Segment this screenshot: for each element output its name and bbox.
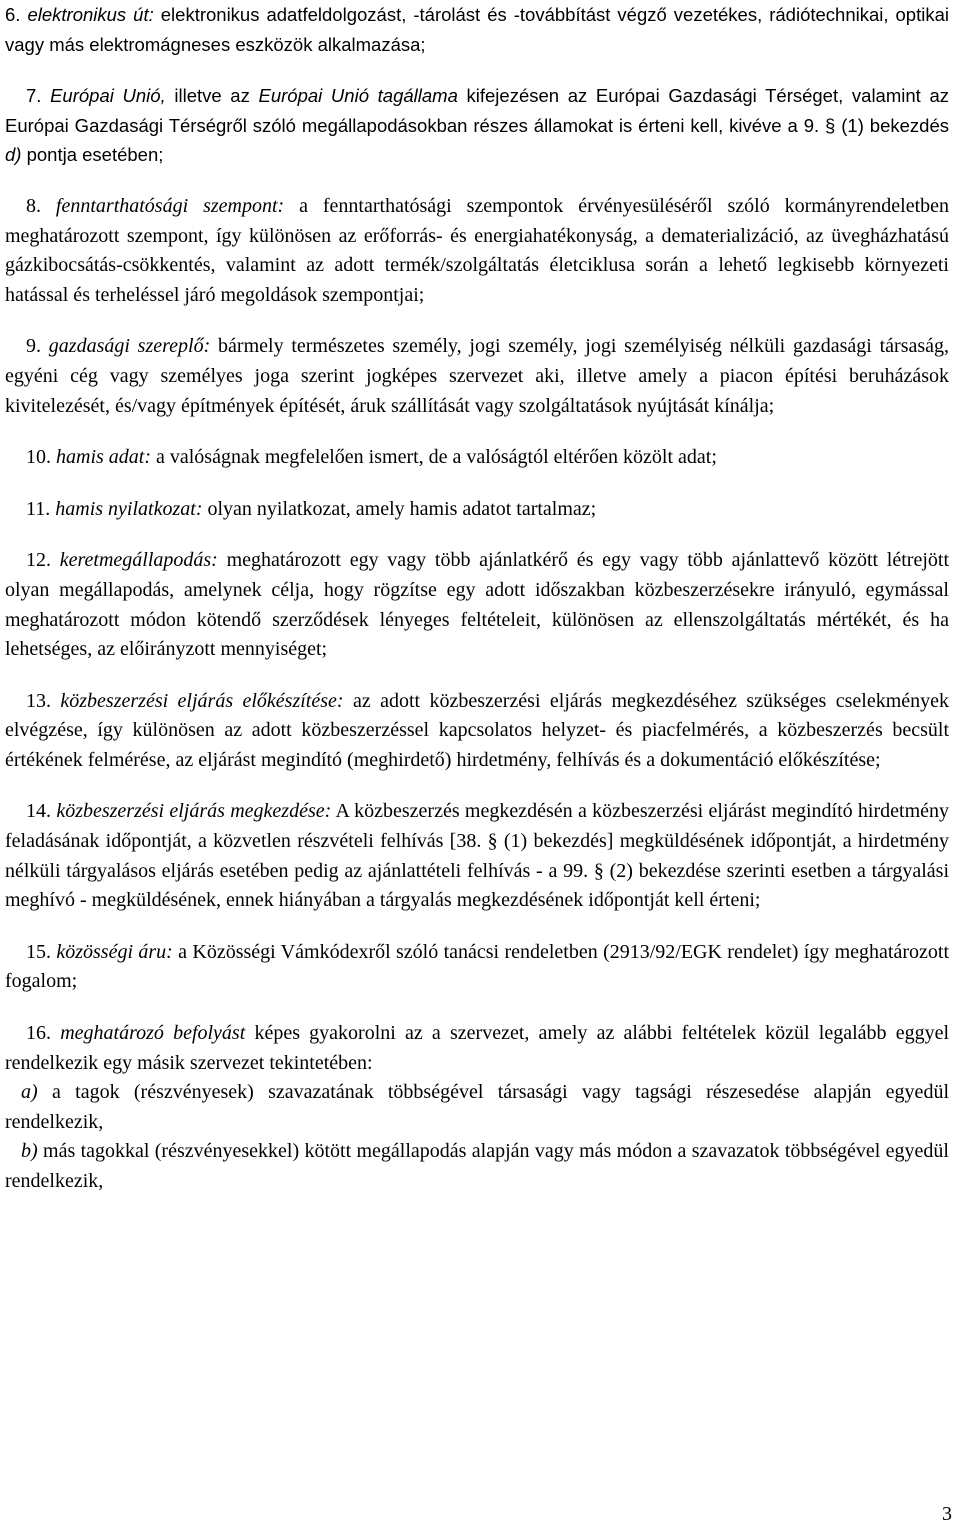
definition-text: a Közösségi Vámkódexről szóló tanácsi rendeletben (2913/92/EGK rendelet) így meghatározott fogalom;: [5, 940, 950, 993]
definition-term: közbeszerzési eljárás előkészítése:: [60, 689, 344, 712]
subitem-text: a tagok (részvényesek) szavazatának többségével társasági vagy tagsági részesedése alapján egyedül rendelkezik,: [5, 1081, 949, 1133]
definition-number: 16.: [26, 1022, 51, 1045]
definition-text: kifejezésen az Európai Gazdasági Térséget, valamint az Európai Gazdasági Térségről szóló megállapodásokban részes államokat is érteni kell, kivéve a 9. § (1) bekezdés: [5, 85, 949, 136]
point-reference: d): [5, 144, 22, 166]
definition-7: [5, 81, 949, 170]
definition-text: meghatározott egy vagy több ajánlatkérő és egy vagy több ajánlattevő között létrejött olyan megállapodás, amelynek célja, hogy rögzítse egy adott időszakban közbeszerzésekre irányuló, egymással meghatározott módon kötendő szerződések lényeges feltételeit, különösen az ellenszolgáltatás mértékét, és ha lehetséges, az előirányzott mennyiséget;: [5, 549, 950, 661]
definition-term: közbeszerzési eljárás megkezdése:: [56, 800, 332, 823]
subitem-text: más tagokkal (részvényesekkel) kötött megállapodás alapján vagy más módon a szavazatok többségével egyedül rendelkezik,: [5, 1140, 949, 1192]
definition-number: 12.: [26, 549, 51, 572]
definition-8: [5, 192, 949, 310]
definition-number: 10.: [26, 446, 51, 469]
definition-text: a valóságnak megfelelően ismert, de a valóságtól eltérően közölt adat;: [151, 446, 717, 469]
definition-6: [5, 0, 949, 59]
definition-term: meghatározó befolyást: [60, 1022, 246, 1045]
definition-text: az adott közbeszerzési eljárás megkezdéséhez szükséges cselekmények elvégzése, így különösen az adott közbeszerzéssel kapcsolatos helyzet- és piacfelmérés, a közbeszerzés becsült értékének felmérése, az eljárást megindító (meghirdető) hirdetmény, felhívás és a dokumentáció előkészítése;: [5, 689, 950, 771]
definition-number: 13.: [26, 689, 51, 712]
definition-number: 11.: [26, 497, 51, 520]
definition-term: Európai Unió tagállama: [258, 85, 458, 107]
definition-14: [5, 797, 949, 915]
definition-11: [5, 495, 949, 525]
definition-term: fenntarthatósági szempont:: [55, 194, 285, 217]
definition-16: [5, 1019, 949, 1078]
definition-text: képes gyakorolni az a szervezet, amely az alábbi feltételek közül legalább eggyel rendelkezik egy másik szervezet tekintetében:: [5, 1022, 949, 1074]
definition-term: hamis nyilatkozat:: [55, 497, 203, 520]
definition-number: 6.: [5, 4, 21, 25]
subitem-label: a): [21, 1081, 38, 1104]
definition-term: hamis adat:: [56, 446, 151, 469]
definition-term: gazdasági szereplő:: [48, 335, 211, 358]
definition-12: [5, 546, 949, 664]
definition-text: olyan nyilatkozat, amely hamis adatot tartalmaz;: [202, 497, 597, 520]
definition-number: 15.: [26, 940, 51, 963]
definition-number: 9.: [26, 335, 41, 358]
definition-term: Európai Unió,: [50, 85, 166, 107]
definition-13: [5, 687, 949, 776]
definition-10: [5, 443, 949, 473]
definition-number: 14.: [26, 800, 51, 823]
definition-text: bármely természetes személy, jogi személy, jogi személyiség nélküli gazdasági társaság, egyéni cég vagy személyes joga szerint jogképes szervezet aki, illetve amely a piacon építési beruházások kivitelezését, és/vagy építmények építését, áruk szállítását vagy szolgáltatások nyújtását kínálja;: [5, 335, 950, 417]
definition-number: 7.: [26, 85, 42, 107]
subitem-label: b): [21, 1140, 38, 1163]
page-number: 3: [942, 1503, 952, 1525]
definition-term: elektronikus út:: [27, 4, 154, 25]
definition-text: a fenntarthatósági szempontok érvényesüléséről szóló kormányrendeletben meghatározott szempont, így különösen az erőforrás- és energiahatékonyság, a dematerializáció, az üvegházhatású gázkibocsátás-csökkentés, valamint az adott termék/szolgáltatás életciklusa során a lehető legkisebb környezeti hatással és terheléssel járó megoldások szempontjai;: [5, 194, 949, 306]
definition-term: közösségi áru:: [56, 940, 173, 963]
definition-16-subitem-a: [5, 1078, 949, 1137]
definition-text: pontja esetében;: [21, 144, 164, 166]
document-page: [5, 0, 949, 1197]
definition-text: elektronikus adatfeldolgozást, -tárolást és -továbbítást végző vezetékes, rádiótechnikai, optikai vagy más elektromágneses eszközök alkalmazása;: [5, 4, 949, 55]
definition-text: illetve az: [165, 85, 259, 107]
definition-text: A közbeszerzés megkezdésén a közbeszerzési eljárást megindító hirdetmény feladásának időpontját, a közvetlen részvételi felhívás [38. § (1) bekezdés] megküldésének időpontját, a hirdetmény nélküli tárgyalásos eljárás esetében pedig az ajánlattételi felhívás - a 99. § (2) bekezdése szerinti esetben a tárgyalási meghívó - megküldésének, ennek hiányában a tárgyalás megkezdésének időpontját kell érteni;: [5, 800, 950, 912]
definition-9: [5, 332, 949, 421]
definition-term: keretmegállapodás:: [59, 549, 218, 572]
definition-16-subitem-b: [5, 1137, 949, 1196]
definition-15: [5, 938, 949, 997]
definition-number: 8.: [26, 194, 41, 217]
